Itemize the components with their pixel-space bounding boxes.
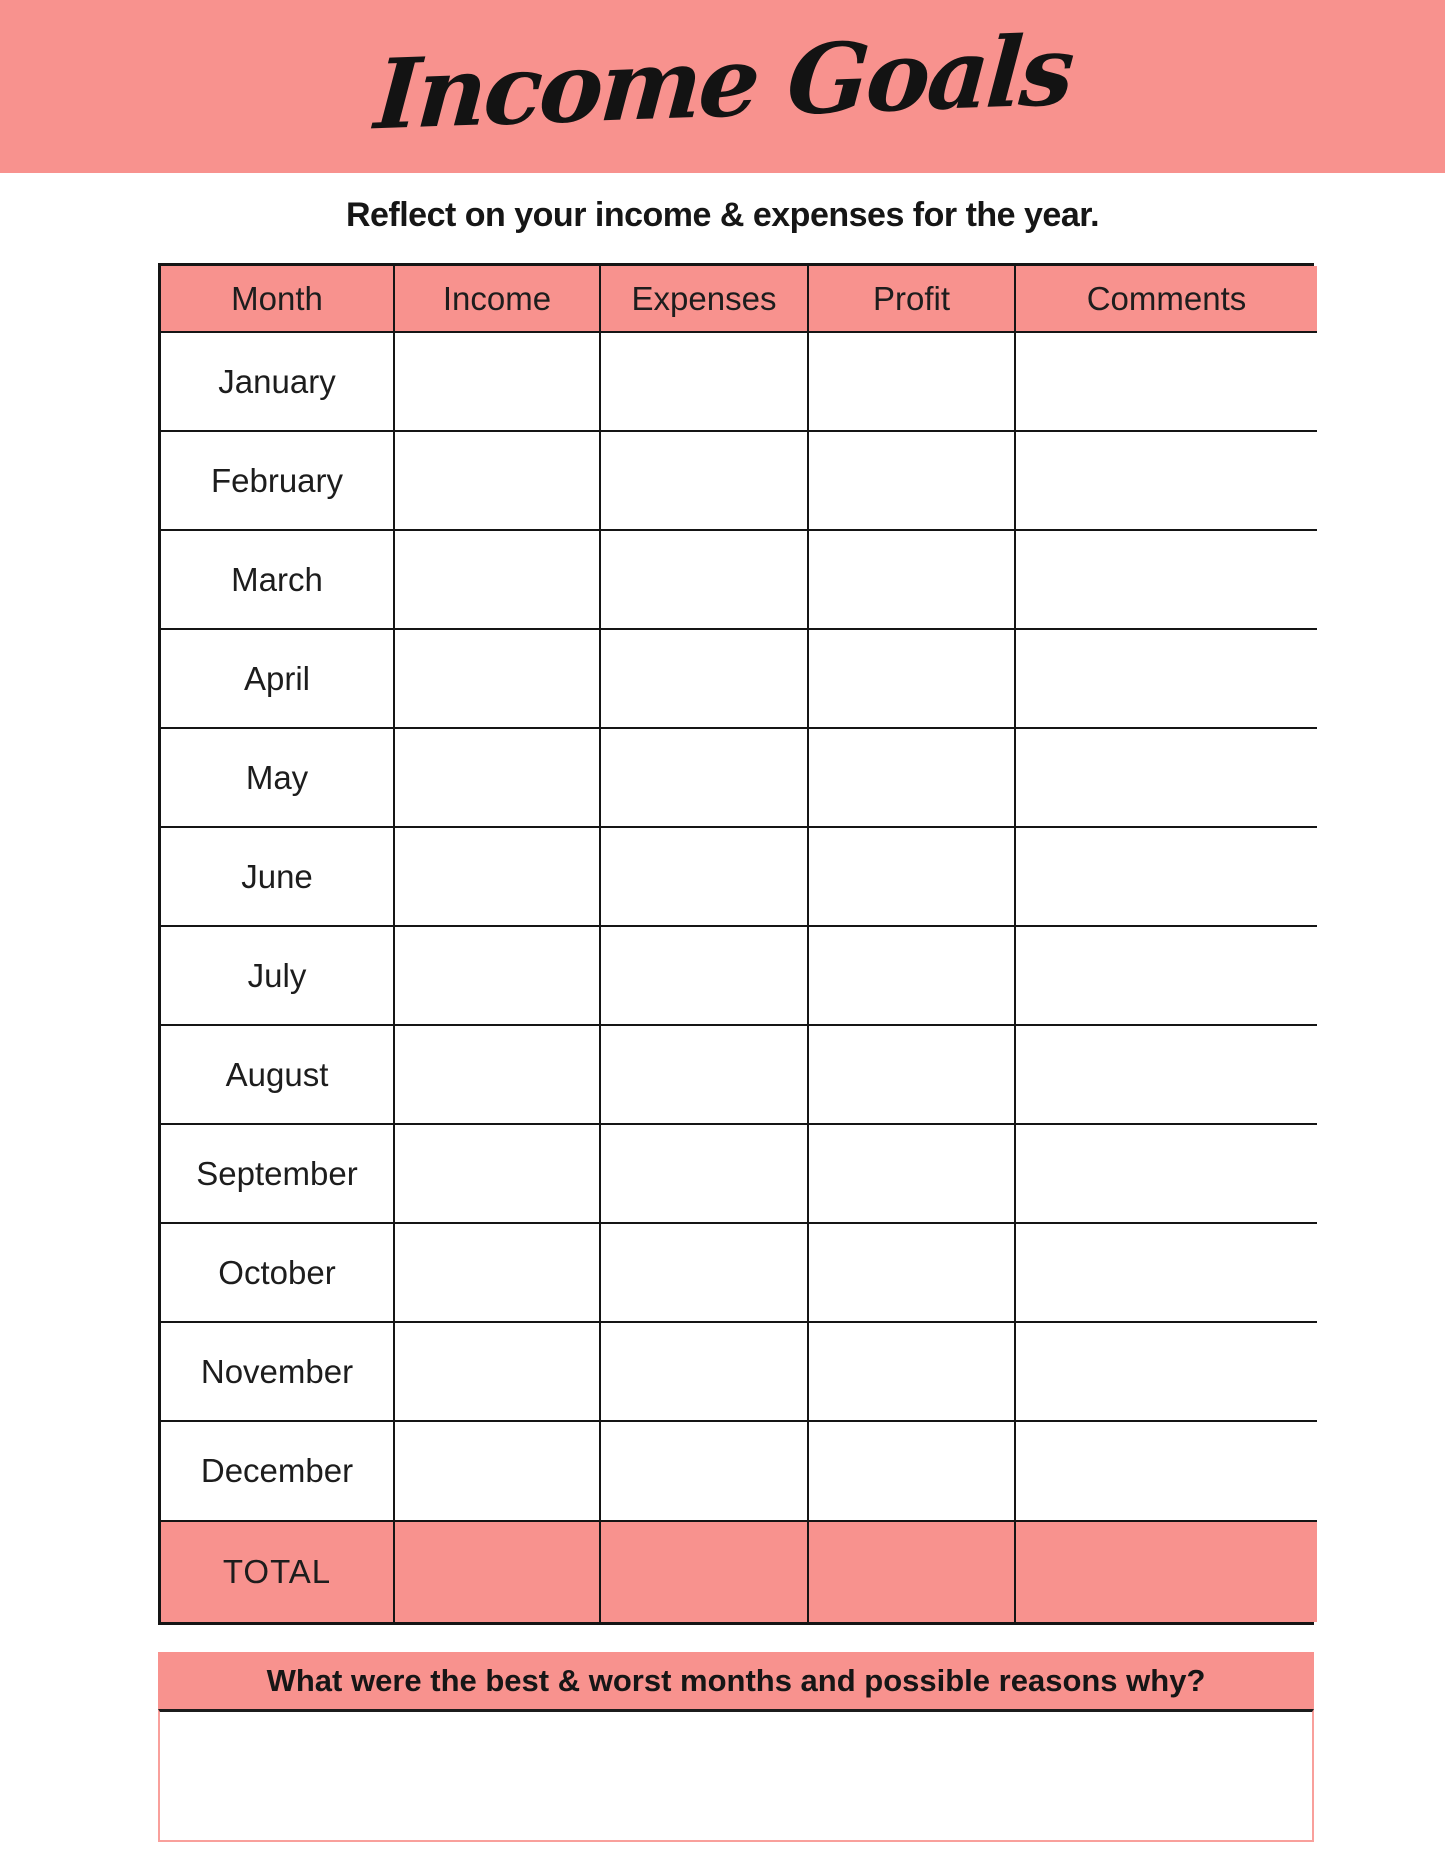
month-cell-august: August xyxy=(161,1026,395,1125)
month-cell-october: October xyxy=(161,1224,395,1323)
input-cell-september-comments[interactable] xyxy=(1016,1125,1317,1224)
input-cell-june-comments[interactable] xyxy=(1016,828,1317,927)
income-table xyxy=(158,263,1314,1625)
input-cell-january-expenses[interactable] xyxy=(601,333,809,432)
month-cell-may: May xyxy=(161,729,395,828)
page-subtitle: Reflect on your income & expenses for the year. xyxy=(345,196,1100,234)
input-cell-december-profit[interactable] xyxy=(809,1422,1016,1522)
input-cell-september-income[interactable] xyxy=(395,1125,601,1224)
input-cell-november-expenses[interactable] xyxy=(601,1323,809,1422)
input-cell-june-expenses[interactable] xyxy=(601,828,809,927)
column-header-profit: Profit xyxy=(809,266,1016,333)
month-cell-december: December xyxy=(161,1422,395,1522)
input-cell-november-income[interactable] xyxy=(395,1323,601,1422)
reflection-question-bar xyxy=(158,1652,1314,1709)
input-cell-december-expenses[interactable] xyxy=(601,1422,809,1522)
input-cell-february-expenses[interactable] xyxy=(601,432,809,531)
month-cell-june: June xyxy=(161,828,395,927)
month-cell-march: March xyxy=(161,531,395,630)
input-cell-february-income[interactable] xyxy=(395,432,601,531)
input-cell-august-comments[interactable] xyxy=(1016,1026,1317,1125)
input-cell-june-profit[interactable] xyxy=(809,828,1016,927)
input-cell-february-profit[interactable] xyxy=(809,432,1016,531)
input-cell-march-profit[interactable] xyxy=(809,531,1016,630)
page-title: Income Goals xyxy=(371,13,1075,151)
input-cell-may-income[interactable] xyxy=(395,729,601,828)
input-cell-january-comments[interactable] xyxy=(1016,333,1317,432)
column-header-comments: Comments xyxy=(1016,266,1317,333)
input-cell-august-expenses[interactable] xyxy=(601,1026,809,1125)
input-cell-january-income[interactable] xyxy=(395,333,601,432)
input-cell-november-comments[interactable] xyxy=(1016,1323,1317,1422)
input-cell-total-income[interactable] xyxy=(395,1522,601,1622)
reflection-question: What were the best & worst months and possible reasons why? xyxy=(266,1662,1206,1698)
input-cell-may-expenses[interactable] xyxy=(601,729,809,828)
input-cell-april-comments[interactable] xyxy=(1016,630,1317,729)
input-cell-september-expenses[interactable] xyxy=(601,1125,809,1224)
column-header-expenses: Expenses xyxy=(601,266,809,333)
input-cell-august-income[interactable] xyxy=(395,1026,601,1125)
input-cell-october-comments[interactable] xyxy=(1016,1224,1317,1323)
input-cell-march-comments[interactable] xyxy=(1016,531,1317,630)
input-cell-september-profit[interactable] xyxy=(809,1125,1016,1224)
month-cell-january: January xyxy=(161,333,395,432)
input-cell-march-expenses[interactable] xyxy=(601,531,809,630)
header-banner xyxy=(0,0,1445,173)
input-cell-july-comments[interactable] xyxy=(1016,927,1317,1026)
input-cell-july-expenses[interactable] xyxy=(601,927,809,1026)
input-cell-october-expenses[interactable] xyxy=(601,1224,809,1323)
input-cell-august-profit[interactable] xyxy=(809,1026,1016,1125)
input-cell-total-expenses[interactable] xyxy=(601,1522,809,1622)
reflection-answer-box[interactable] xyxy=(158,1709,1314,1842)
input-cell-october-profit[interactable] xyxy=(809,1224,1016,1323)
month-cell-november: November xyxy=(161,1323,395,1422)
input-cell-april-expenses[interactable] xyxy=(601,630,809,729)
input-cell-april-profit[interactable] xyxy=(809,630,1016,729)
input-cell-may-comments[interactable] xyxy=(1016,729,1317,828)
input-cell-july-profit[interactable] xyxy=(809,927,1016,1026)
input-cell-january-profit[interactable] xyxy=(809,333,1016,432)
input-cell-october-income[interactable] xyxy=(395,1224,601,1323)
month-cell-april: April xyxy=(161,630,395,729)
total-label-cell: TOTAL xyxy=(161,1522,395,1622)
input-cell-april-income[interactable] xyxy=(395,630,601,729)
input-cell-may-profit[interactable] xyxy=(809,729,1016,828)
month-cell-september: September xyxy=(161,1125,395,1224)
month-cell-february: February xyxy=(161,432,395,531)
input-cell-february-comments[interactable] xyxy=(1016,432,1317,531)
column-header-month: Month xyxy=(161,266,395,333)
input-cell-november-profit[interactable] xyxy=(809,1323,1016,1422)
column-header-income: Income xyxy=(395,266,601,333)
input-cell-total-profit[interactable] xyxy=(809,1522,1016,1622)
input-cell-december-comments[interactable] xyxy=(1016,1422,1317,1522)
input-cell-july-income[interactable] xyxy=(395,927,601,1026)
input-cell-total-comments[interactable] xyxy=(1016,1522,1317,1622)
input-cell-december-income[interactable] xyxy=(395,1422,601,1522)
month-cell-july: July xyxy=(161,927,395,1026)
input-cell-june-income[interactable] xyxy=(395,828,601,927)
input-cell-march-income[interactable] xyxy=(395,531,601,630)
